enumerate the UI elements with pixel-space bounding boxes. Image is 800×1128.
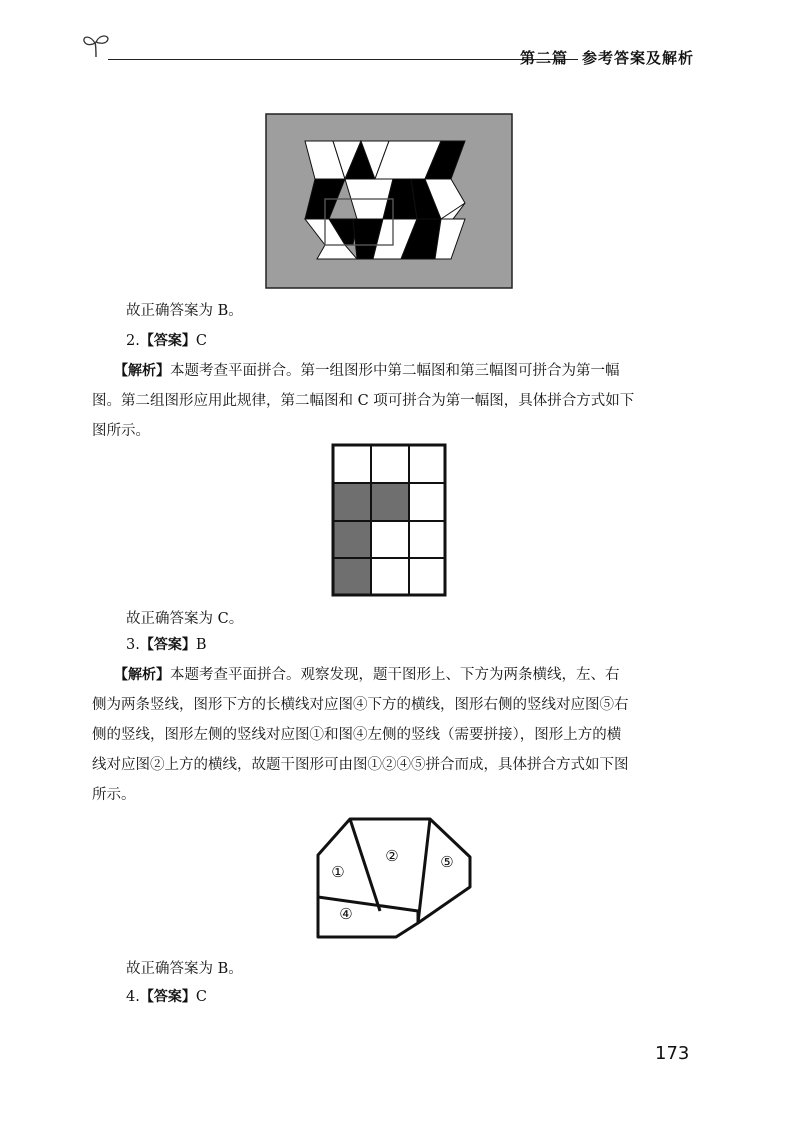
- q2-answer-tag: 【答案】: [139, 333, 196, 349]
- q2-answer-line: [126, 326, 726, 356]
- q3-analysis: [92, 660, 692, 810]
- q3-answer-line: [126, 630, 726, 660]
- header-title: [520, 47, 694, 68]
- page-number: 173: [655, 1043, 690, 1064]
- piece-label-1: ①: [331, 863, 345, 881]
- grid-assembly-figure: [331, 443, 447, 597]
- sprout-icon: [82, 32, 110, 58]
- q3-analysis-line4: 线对应图②上方的横线，故题干图形可由图①②④⑤拼合而成，具体拼合方式如下图: [92, 757, 629, 773]
- q2-number: 2.: [126, 333, 140, 349]
- q3-analysis-tag: 【解析】: [114, 667, 170, 683]
- header-rule: [108, 59, 578, 60]
- q3-analysis-line3: 侧的竖线，图形左侧的竖线对应图①和图④左侧的竖线（需要拼接），图形上方的横: [92, 727, 622, 743]
- q2-analysis: [92, 356, 692, 446]
- q2-analysis-line2: 图。第二组图形应用此规律，第二幅图和 C 项可拼合为第一幅图，具体拼合方式如下: [92, 393, 635, 409]
- q4-answer: C: [195, 989, 207, 1005]
- parallelogram-tiling-figure: [265, 113, 513, 289]
- polygon-assembly-figure: [310, 815, 480, 943]
- piece-label-4: ④: [339, 905, 353, 923]
- q4-answer-tag: 【答案】: [139, 989, 196, 1005]
- q2-analysis-tag: 【解析】: [114, 363, 170, 379]
- q2-conclusion: 故正确答案为 C。: [126, 611, 244, 627]
- q2-analysis-line3: 图所示。: [92, 423, 150, 439]
- q3-conclusion: 故正确答案为 B。: [126, 961, 243, 977]
- q4-answer-line: [126, 982, 726, 1012]
- q4-number: 4.: [126, 989, 140, 1005]
- q2-analysis-line1: 本题考查平面拼合。第一组图形中第二幅图和第三幅图可拼合为第一幅: [170, 363, 620, 379]
- piece-label-5: ⑤: [440, 853, 454, 871]
- q3-analysis-line1: 本题考查平面拼合。观察发现，题干图形上、下方为两条横线，左、右: [170, 667, 620, 683]
- page-header: [78, 30, 698, 70]
- conclusion-1: 故正确答案为 B。: [126, 303, 243, 319]
- q3-analysis-line2: 侧为两条竖线，图形下方的长横线对应图④下方的横线，图形右侧的竖线对应图⑤右: [92, 697, 629, 713]
- header-section: 参考答案及解析: [581, 49, 694, 67]
- q2-answer: C: [195, 333, 207, 349]
- q3-number: 3.: [126, 637, 140, 653]
- q3-answer: B: [195, 637, 207, 653]
- piece-label-2: ②: [385, 847, 399, 865]
- q3-analysis-line5: 所示。: [92, 787, 136, 803]
- q3-answer-tag: 【答案】: [139, 637, 196, 653]
- header-part: 第二篇: [519, 49, 568, 67]
